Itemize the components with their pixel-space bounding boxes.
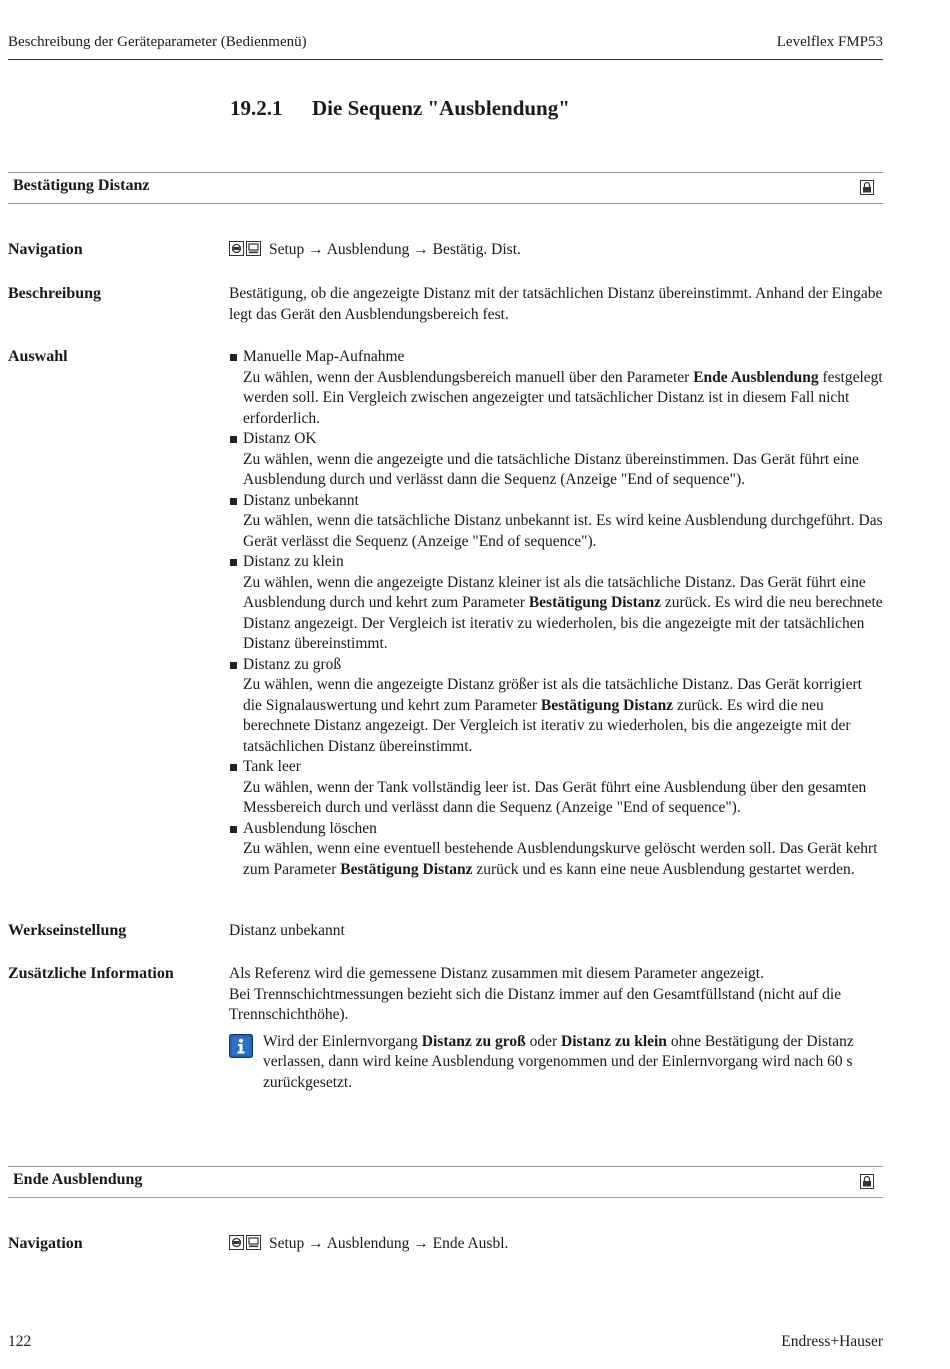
display-icon (246, 241, 261, 256)
additional-info-label: Zusätzliche Information (8, 965, 174, 982)
option-name: Distanz zu groß (243, 655, 342, 673)
navigation-icons (229, 1235, 263, 1257)
page-footer (8, 1333, 883, 1351)
option-description: Zu wählen, wenn die angezeigte und die tatsächliche Distanz übereinstimmen. Das Gerät führt eine Ausblendung durch und verlässt dann die Sequenz (Anzeige "End of sequence"). (243, 450, 859, 488)
lock-icon (860, 1174, 874, 1189)
lock-icon (860, 180, 874, 195)
option-name: Ausblendung löschen (243, 819, 377, 837)
additional-info-line: Bei Trennschichtmessungen bezieht sich die Distanz immer auf den Gesamtfüllstand (nicht auf die Trennschichthöhe). (229, 985, 842, 1023)
option-description: Zu wählen, wenn eine eventuell bestehende Ausblendungskurve gelöscht werden soll. Das Gerät kehrt zum Parameter Bestätigung Distanz zurück und es kann eine neue Ausblendung gestartet werden. (243, 840, 878, 878)
list-item (229, 757, 883, 819)
selection-options-list (229, 347, 883, 880)
navigation-path: Setup → Ausblendung → Ende Ausbl. (269, 1235, 509, 1252)
operating-tool-icon (229, 241, 244, 256)
option-description: Zu wählen, wenn der Ausblendungsbereich manuell über den Parameter Ende Ausblendung festgelegt werden soll. Ein Vergleich zwischen angezeigter und tatsächlicher Distanz ist in diesem Fall nicht erforderlich. (243, 368, 883, 427)
list-item (229, 491, 883, 553)
option-description: Zu wählen, wenn die tatsächliche Distanz unbekannt ist. Es wird keine Ausblendung durchgeführt. Das Gerät verlässt die Sequenz (Anzeige "End of sequence"). (243, 512, 883, 550)
list-item (229, 552, 883, 655)
page-header (8, 32, 883, 60)
navigation-label: Navigation (8, 241, 83, 258)
selection-label: Auswahl (8, 348, 68, 365)
parameter-bar-ende-ausblendung (8, 1166, 883, 1198)
factory-setting-label: Werkseinstellung (8, 922, 127, 939)
option-name: Distanz unbekannt (243, 491, 359, 509)
section-title: Die Sequenz "Ausblendung" (312, 96, 570, 120)
description-label: Beschreibung (8, 285, 102, 302)
section-number: 19.2.1 (230, 96, 283, 120)
option-name: Manuelle Map-Aufnahme (243, 348, 405, 365)
list-item (229, 655, 883, 758)
additional-info-line: Als Referenz wird die gemessene Distanz zusammen mit diesem Parameter angezeigt. (229, 965, 764, 982)
operating-tool-icon (229, 1235, 244, 1250)
page-number: 122 (8, 1333, 32, 1350)
navigation-icons (229, 241, 263, 263)
navigation-label: Navigation (8, 1235, 83, 1252)
option-description: Zu wählen, wenn die angezeigte Distanz größer ist als die tatsächliche Distanz. Das Gerät korrigiert die Signalauswertung und kehrt zum Parameter Bestätigung Distanz zurück. Es wird die neu berechnete Distanz angezeigt. Der Vergleich ist iterativ zu wiederholen, bis die angezeigte mit der tatsächlichen Distanz übereinstimmt. (243, 676, 862, 755)
description-text: Bestätigung, ob die angezeigte Distanz mit der tatsächlichen Distanz übereinstimmt. Anhand der Eingabe legt das Gerät den Ausblendungsbereich fest. (229, 285, 883, 323)
navigation-path: Setup → Ausblendung → Bestätig. Dist. (269, 241, 521, 258)
option-name: Distanz OK (243, 430, 317, 447)
section-heading (230, 96, 570, 121)
header-product-name: Levelflex FMP53 (776, 34, 883, 50)
list-item (229, 347, 883, 429)
brand-name: Endress+Hauser (781, 1333, 883, 1350)
list-item (229, 819, 883, 881)
info-note: Wird der Einlernvorgang Distanz zu groß oder Distanz zu klein ohne Bestätigung der Distanz verlassen, dann wird keine Ausblendung vorgenommen und der Einlernvorgang wird nach 60 s zurückgesetzt. (229, 1032, 883, 1094)
header-chapter-title: Beschreibung der Geräteparameter (Bedienmenü) (8, 34, 307, 50)
option-name: Tank leer (243, 758, 301, 775)
option-name: Distanz zu klein (243, 553, 344, 570)
list-item (229, 429, 883, 491)
parameter-title: Bestätigung Distanz (13, 177, 150, 194)
option-description: Zu wählen, wenn der Tank vollständig leer ist. Das Gerät führt eine Ausblendung über den gesamten Messbereich durch und verlässt dann die Sequenz (Anzeige "End of sequence"). (243, 778, 867, 816)
display-icon (246, 1235, 261, 1250)
factory-setting-value: Distanz unbekannt (229, 922, 345, 939)
info-icon (229, 1034, 253, 1058)
parameter-bar-bestaetigung-distanz (8, 172, 883, 204)
parameter-title: Ende Ausblendung (13, 1171, 143, 1188)
option-description: Zu wählen, wenn die angezeigte Distanz kleiner ist als die tatsächliche Distanz. Das Gerät führt eine Ausblendung durch und kehrt zum Parameter Bestätigung Distanz zurück. Es wird die neu berechnete Distanz angezeigt. Der Vergleich ist iterativ zu wiederholen, bis die angezeigte mit der tatsächlichen Distanz übereinstimmt. (243, 573, 883, 652)
